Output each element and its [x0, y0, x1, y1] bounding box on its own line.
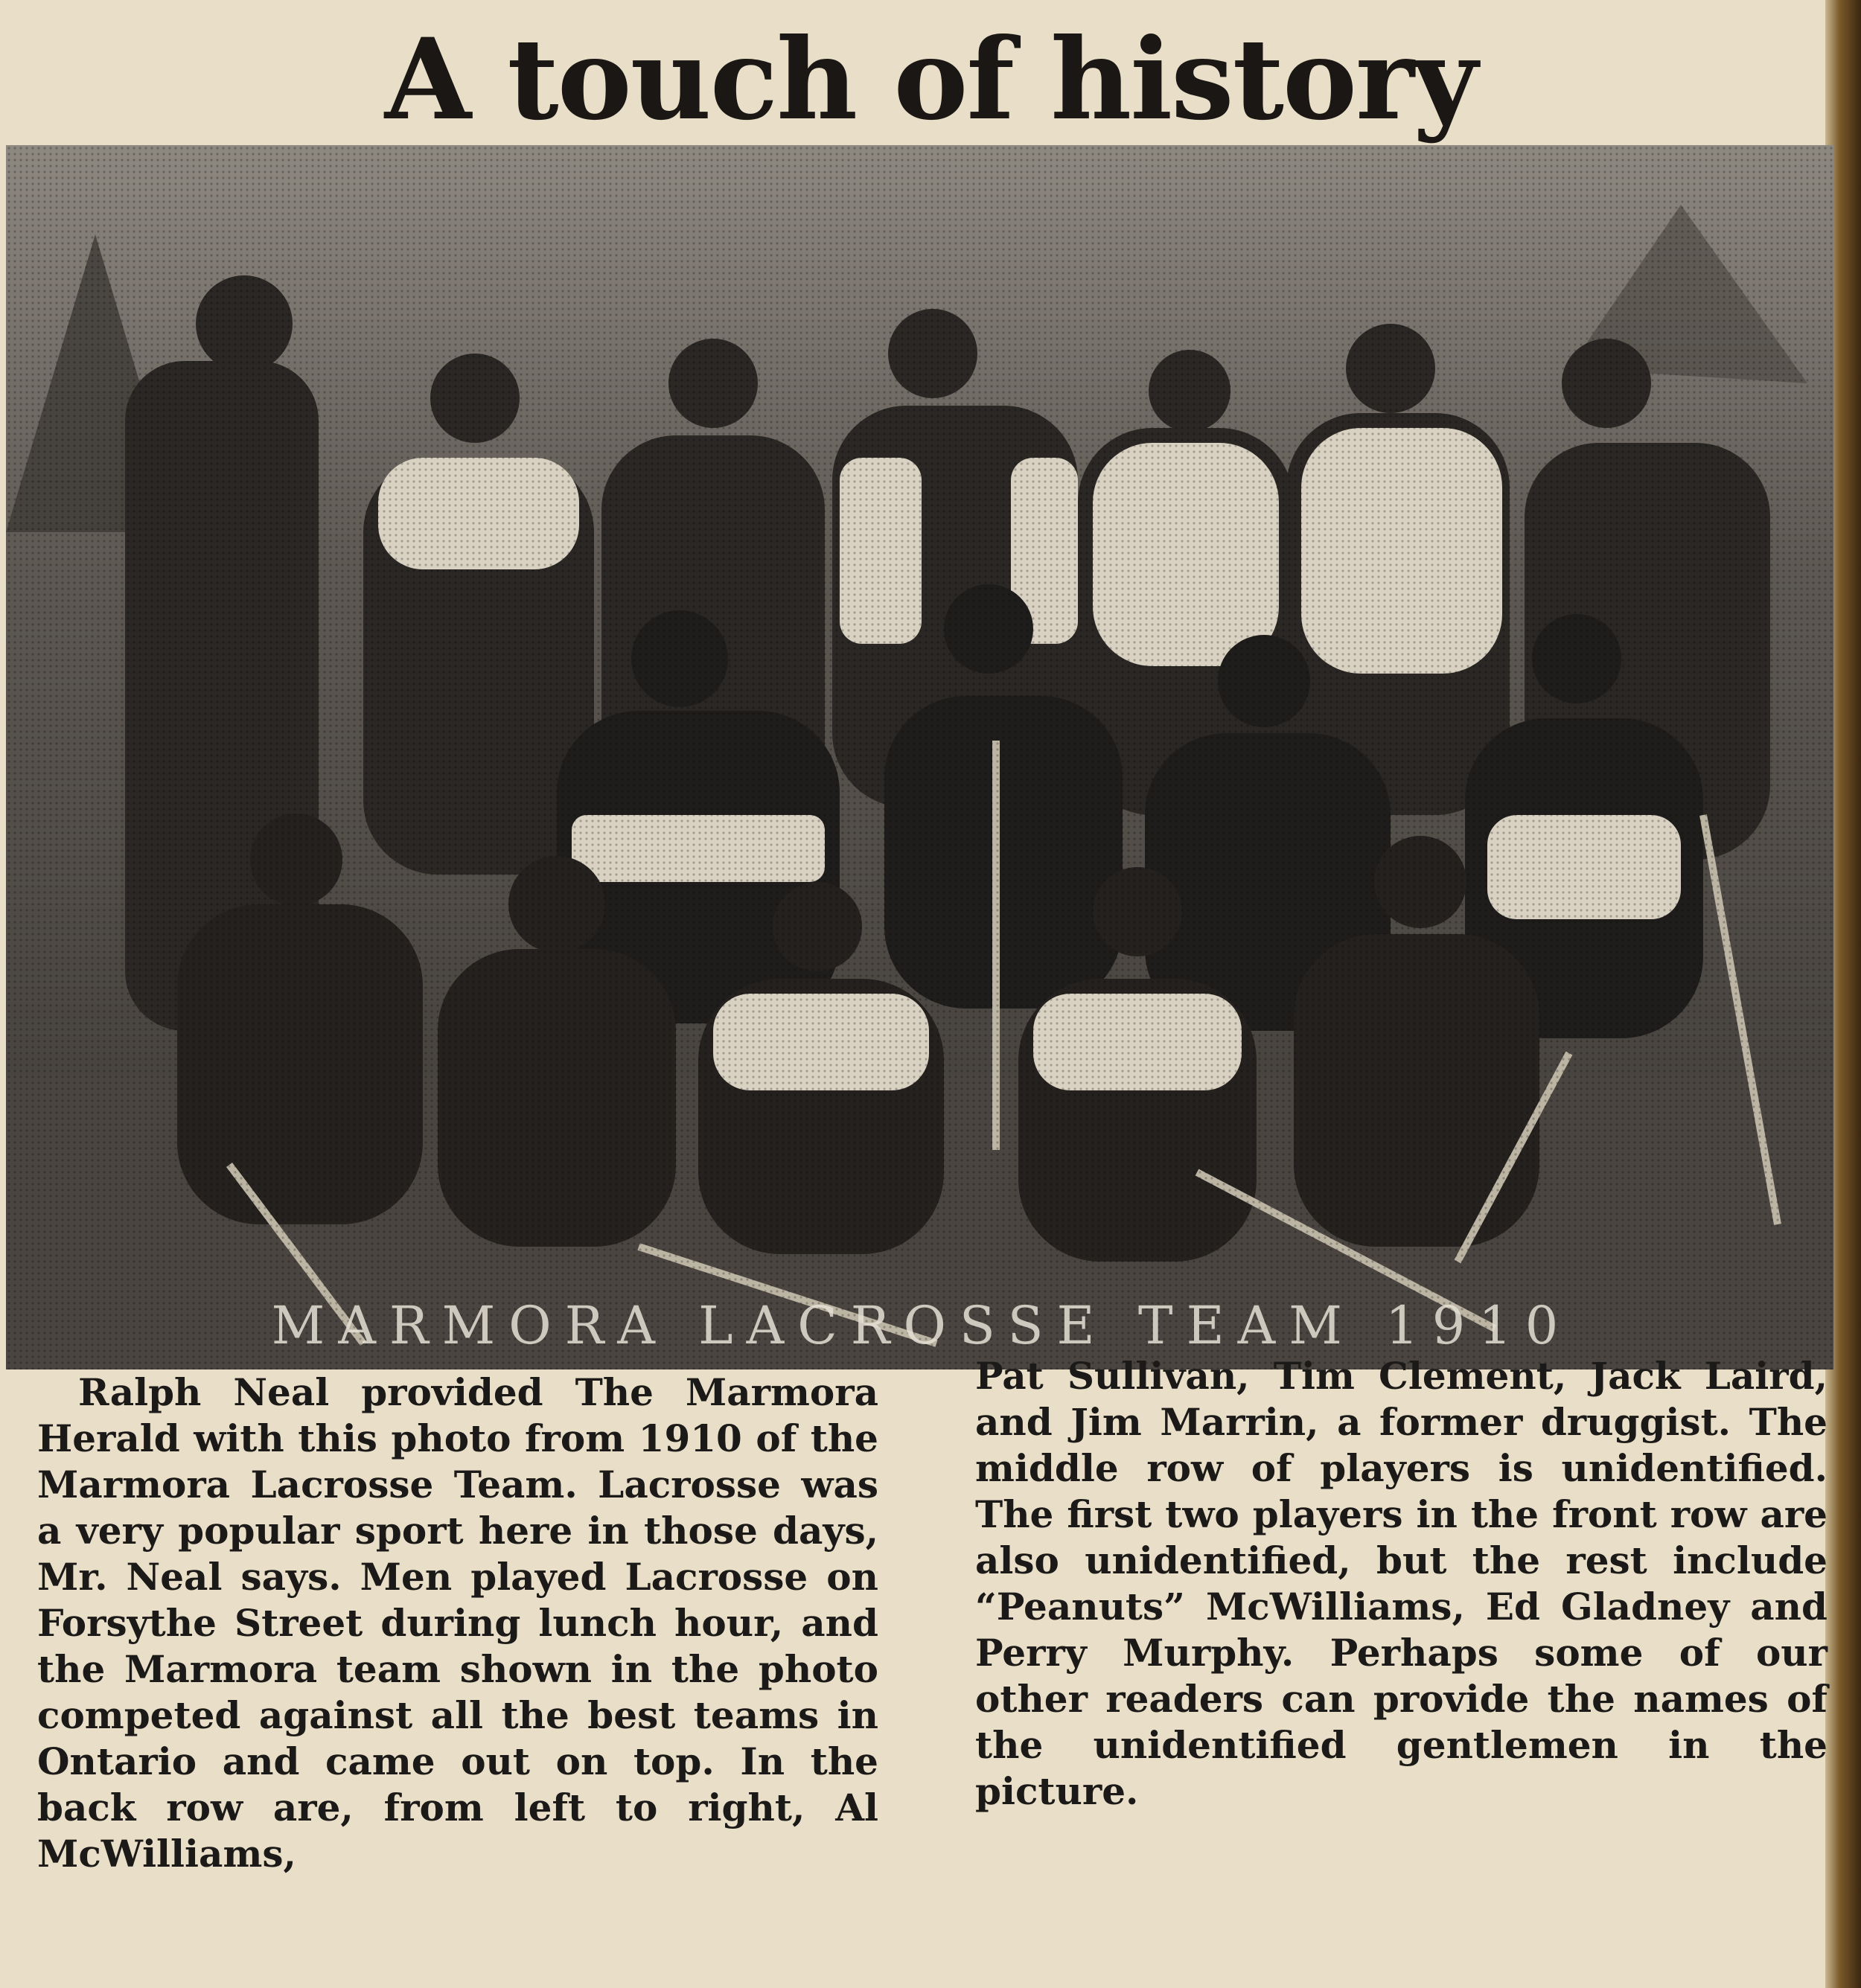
- photo-inscription: MARMORA LACROSSE TEAM 1910: [271, 1295, 1572, 1356]
- caption-right-column: Pat Sullivan, Tim Clement, Jack Laird, and Jim Marrin, a former druggist. The middle row of players is unidentified. The first two players in the front row are also unidentified, but the rest include “Peanuts” McWilliams, Ed Gladney and Perry Murphy. Perhaps some of our other readers can provide the names of the unidentified gentlemen in the picture.: [975, 1354, 1828, 1813]
- headline: A touch of history: [384, 14, 1477, 145]
- team-photo-illustration: [6, 145, 1833, 1369]
- caption-left-column: Ralph Neal provided The Marmora Herald with this photo from 1910 of the Marmora Lacrosse Team. Lacrosse was a very popular sport here in those days, Mr. Neal says. Men played Lacrosse on Forsythe Street during lunch hour, and the Marmora team shown in the photo competed against all the best teams in Ontario and came out on top. In the back row are, from left to right, Al McWilliams,: [37, 1370, 878, 1876]
- team-photo: [6, 145, 1833, 1369]
